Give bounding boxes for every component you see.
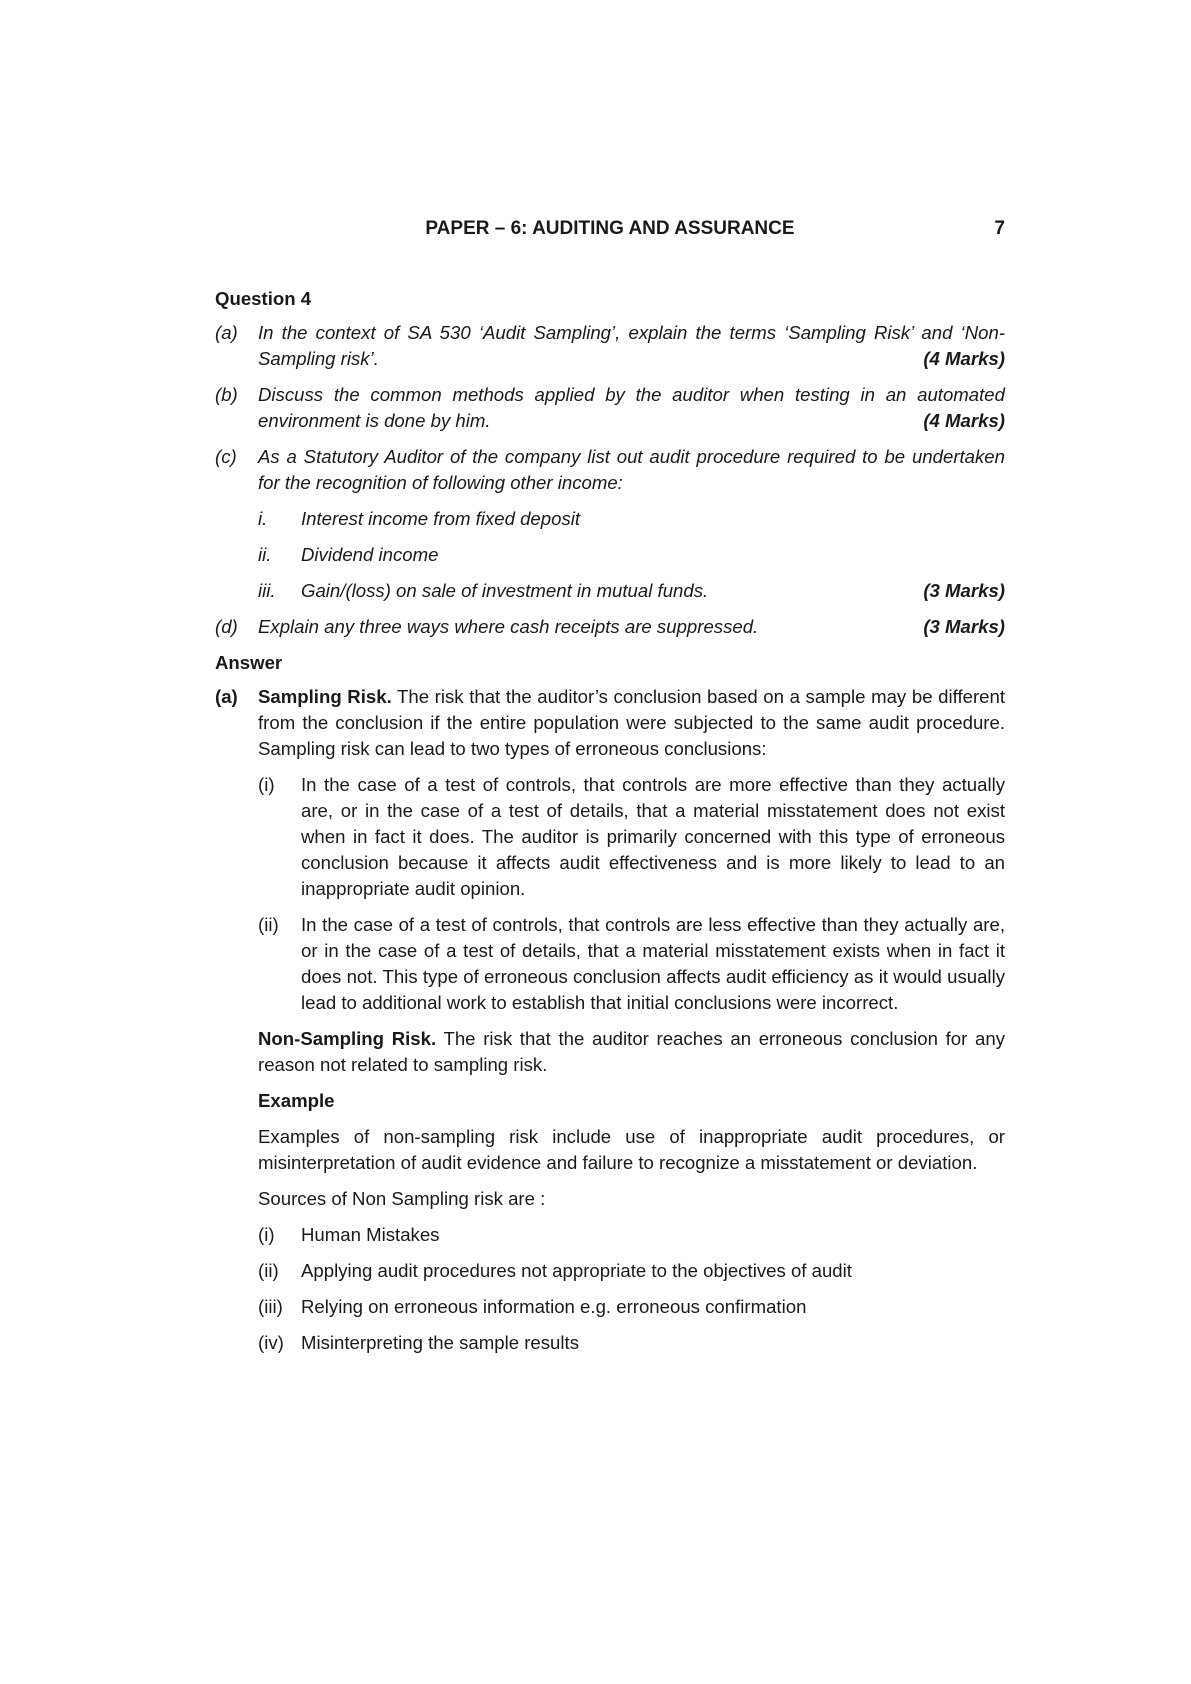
page-content [215,286,1005,1366]
subitem-text: Interest income from fixed deposit [301,508,581,529]
source-item [215,1258,1005,1284]
subitem-label: ii. [258,544,272,565]
source-item [215,1222,1005,1248]
question-item-d [215,614,1005,640]
source-text: Relying on erroneous information e.g. erroneous confirmation [301,1296,807,1317]
page-number: 7 [994,218,1005,239]
marks: (4 Marks) [923,410,1005,431]
source-label: (ii) [258,1260,279,1281]
source-text: Applying audit procedures not appropriate to the objectives of audit [301,1260,852,1281]
question-text: Discuss the common methods applied by the auditor when testing in an automated environment is done by him. [258,384,1005,431]
sampling-risk-definition: The risk that the auditor’s conclusion based on a sample may be different from the conclusion if the entire population were subjected to the same audit procedure. Sampling risk can lead to two types of erroneous conclusions: [258,686,1005,759]
type-label: (i) [258,774,275,795]
type-text: In the case of a test of controls, that controls are more effective than they actually are, or in the case of a test of details, that a material misstatement does not exist when in fact it does. The auditor is primarily concerned with this type of erroneous conclusion because it affects audit effectiveness and is more likely to lead to an inappropriate audit opinion. [301,774,1005,899]
erroneous-conclusion-type [215,912,1005,1016]
source-label: (i) [258,1224,275,1245]
sampling-risk-term: Sampling Risk. [258,686,392,707]
question-item-b [215,382,1005,434]
question-label: (a) [215,322,238,343]
non-sampling-risk-definition: The risk that the auditor reaches an erroneous conclusion for any reason not related to sampling risk. [258,1028,1005,1075]
subitem-text: Gain/(loss) on sale of investment in mutual funds. [301,580,709,601]
question-label: (b) [215,384,238,405]
answer-item-a [215,684,1005,762]
question-label: (c) [215,446,237,467]
question-text: As a Statutory Auditor of the company list out audit procedure required to be undertaken for the recognition of following other income: [258,446,1005,493]
erroneous-conclusion-type [215,772,1005,902]
answer-heading: Answer [215,652,283,673]
type-text: In the case of a test of controls, that controls are less effective than they actually are, or in the case of a test of details, that a material misstatement exists when in fact it does not. This type of erroneous conclusion affects audit efficiency as it would usually lead to additional work to establish that initial conclusions were incorrect. [301,914,1005,1013]
source-label: (iv) [258,1332,284,1353]
example-text: Examples of non-sampling risk include use of inappropriate audit procedures, or misinterpretation of audit evidence and failure to recognize a misstatement or deviation. [258,1126,1005,1173]
question-subitem [215,542,1005,568]
source-item [215,1330,1005,1356]
subitem-label: iii. [258,580,276,601]
question-text: Explain any three ways where cash receipts are suppressed. [258,616,759,637]
subitem-label: i. [258,508,268,529]
non-sampling-risk-term: Non-Sampling Risk. [258,1028,437,1049]
answer-label: (a) [215,686,238,707]
question-item-c [215,444,1005,496]
subitem-text: Dividend income [301,544,439,565]
source-text: Human Mistakes [301,1224,440,1245]
source-text: Misinterpreting the sample results [301,1332,579,1353]
source-label: (iii) [258,1296,283,1317]
marks: (3 Marks) [923,580,1005,601]
source-item [215,1294,1005,1320]
non-sampling-risk-paragraph [215,1026,1005,1078]
question-label: (d) [215,616,238,637]
paper-title: PAPER – 6: AUDITING AND ASSURANCE [425,218,795,239]
marks: (4 Marks) [923,348,1005,369]
example-heading: Example [258,1090,335,1111]
type-label: (ii) [258,914,279,935]
marks: (3 Marks) [923,616,1005,637]
question-item-a [215,320,1005,372]
question-heading: Question 4 [215,288,312,309]
question-subitem [215,506,1005,532]
question-text: In the context of SA 530 ‘Audit Sampling’, explain the terms ‘Sampling Risk’ and ‘Non-Sampling risk’. [258,322,1005,369]
sources-intro: Sources of Non Sampling risk are : [258,1188,546,1209]
question-subitem [215,578,1005,604]
